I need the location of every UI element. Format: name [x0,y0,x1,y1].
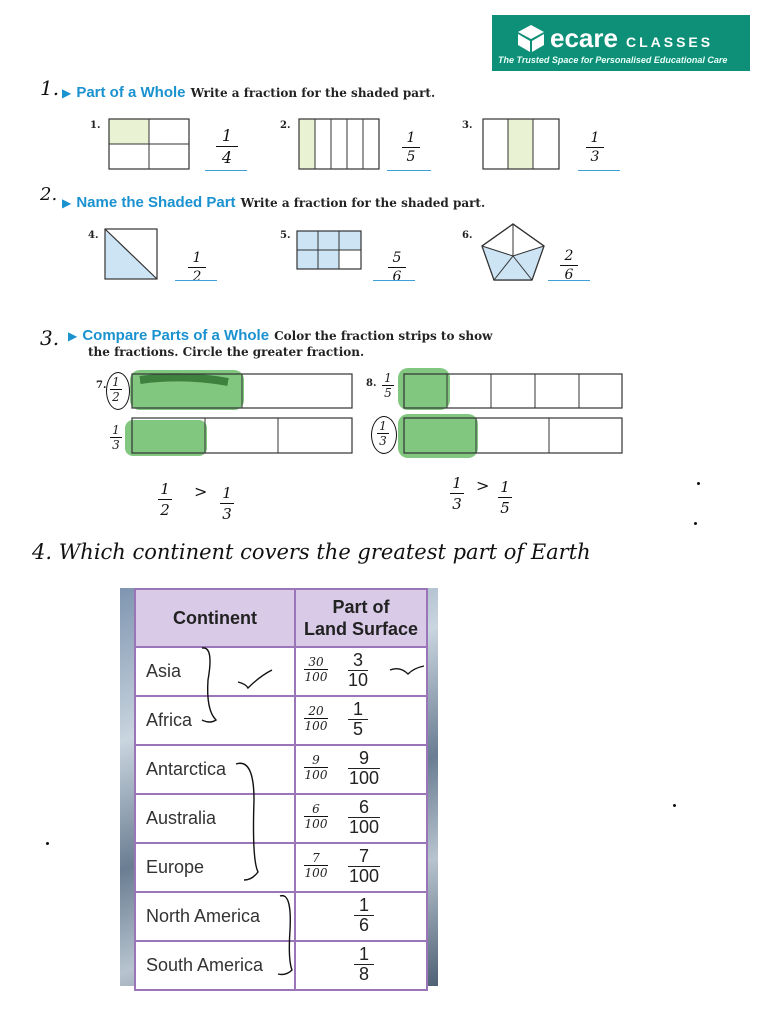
fraction-8-bottom: 1 3 [377,420,389,447]
shape-6-pentagon [480,222,546,282]
stray-dot [694,522,697,525]
answer-1: 1 4 [216,126,238,167]
handwritten-fraction: 20 100 [304,704,328,733]
q4-question: 4. Which continent covers the greatest part of Earth [32,540,591,564]
ecare-cube-icon [516,23,546,53]
continent-name: Australia [135,794,295,843]
answer-5: 5 6 [388,250,406,285]
stray-dot [697,482,700,485]
printed-fraction: 1 6 [352,897,376,934]
comparison-8: 1 3 > 1 5 [446,474,536,518]
q1-heading [62,82,435,101]
printed-fraction: 9 100 [348,748,380,788]
q2-number: 2. [40,184,58,205]
item-2-label: 2. [280,120,291,131]
item-3-label: 3. [462,120,473,131]
answer-line-3 [578,170,620,171]
logo-brand: ecare [550,23,618,53]
answer-2: 1 5 [402,130,420,165]
logo-tagline: The Trusted Space for Personalised Educational Care [498,55,728,65]
stray-dot [673,804,676,807]
item-6-label: 6. [462,230,473,241]
continent-name: Africa [135,696,295,745]
answer-line-1 [205,170,247,171]
continent-name: South America [135,941,295,990]
handwritten-fraction: 6 100 [304,802,328,831]
fraction-7-top: 1 2 [110,376,122,403]
strips-7 [124,366,356,460]
shape-1-grid [108,118,190,170]
shape-3-strips [482,118,560,170]
ecare-logo [492,15,750,71]
handwritten-fraction: 30 100 [304,655,328,684]
handwritten-fraction: 9 100 [304,753,328,782]
item-8-label: 8. [366,378,377,389]
fraction-7-bottom: 1 3 [110,424,122,451]
q1-instruction: Write a fraction for the shaded part. [190,86,436,100]
q1-number: 1. [40,76,60,100]
q3-heading [68,325,492,344]
play-triangle-icon: ▶ [62,196,72,210]
continent-name: Europe [135,843,295,892]
fraction-8-top: 1 5 [382,372,394,399]
item-1-label: 1. [90,120,101,131]
header-continent: Continent [135,589,295,647]
item-4-label: 4. [88,230,99,241]
answer-line-4 [175,280,217,281]
table-header-row [135,589,427,647]
continent-name: Asia [135,647,295,696]
q3-instruction-2: the fractions. Circle the greater fraction. [88,345,365,359]
header-part-of-land: Part of Land Surface [295,589,427,647]
answer-4: 1 2 [188,250,206,285]
continent-name: Antarctica [135,745,295,794]
printed-fraction: 7 100 [348,846,380,886]
play-triangle-icon: ▶ [68,329,78,343]
play-triangle-icon: ▶ [62,86,72,100]
item-7-label: 7. [96,380,107,391]
shape-5-grid [296,230,362,270]
comparison-7: 1 2 > 1 3 [156,480,246,524]
handwritten-fraction: 7 100 [304,851,328,880]
shape-4-square [104,228,158,280]
continent-name: North America [135,892,295,941]
q3-instruction-1: Color the fraction strips to show [274,329,493,343]
q2-title: Name the Shaded Part [76,194,236,211]
printed-fraction: 1 8 [352,946,376,983]
stray-dot [46,842,49,845]
q2-heading [62,192,485,211]
handwritten-marks [180,640,440,980]
printed-fraction: 1 5 [346,701,370,738]
q3-title: Compare Parts of a Whole [82,327,270,344]
printed-fraction: 6 100 [348,797,380,837]
logo-classes: CLASSES [625,34,714,50]
answer-line-5 [373,280,415,281]
answer-6: 2 6 [560,248,578,283]
q3-number: 3. [40,326,60,350]
shape-2-strips [298,118,380,170]
printed-fraction: 3 10 [347,650,369,690]
answer-line-2 [387,170,431,171]
strips-8 [396,366,628,460]
answer-line-6 [548,280,590,281]
q1-title: Part of a Whole [76,84,186,101]
q2-instruction: Write a fraction for the shaded part. [240,196,486,210]
answer-3: 1 3 [586,130,604,165]
item-5-label: 5. [280,230,291,241]
